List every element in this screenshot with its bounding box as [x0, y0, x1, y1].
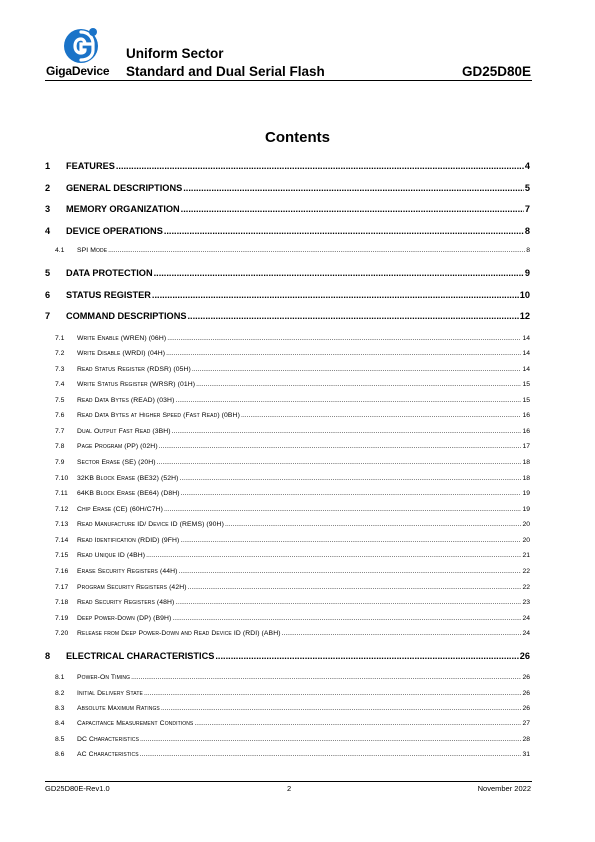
page-title: Contents	[265, 129, 330, 146]
toc-entry-number: 8	[45, 651, 51, 661]
toc-dot-leader	[140, 736, 521, 743]
toc-dot-leader	[159, 443, 522, 450]
toc-entry-number: 4	[45, 226, 51, 236]
toc-entry-page: 21	[522, 552, 530, 559]
header-divider	[45, 80, 532, 81]
toc-entry-page: 18	[522, 475, 530, 482]
toc-entry-number: 7.14	[55, 537, 69, 544]
toc-entry-title: Erase Security Registers (44H)	[77, 568, 178, 575]
toc-dot-leader	[187, 311, 518, 321]
toc-entry-number: 8.4	[55, 720, 65, 727]
toc-dot-leader	[175, 397, 521, 404]
toc-subsection-entry[interactable]	[45, 736, 530, 743]
toc-entry-title: MEMORY ORGANIZATION	[66, 204, 180, 214]
toc-entry-title: Program Security Registers (42H)	[77, 584, 187, 591]
toc-subsection-entry[interactable]	[45, 568, 530, 575]
toc-entry-page: 22	[522, 568, 530, 575]
toc-subsection-entry[interactable]	[45, 521, 530, 528]
toc-subsection-entry[interactable]	[45, 751, 530, 758]
toc-section-entry[interactable]	[45, 651, 530, 661]
toc-entry-title: STATUS REGISTER	[66, 290, 151, 300]
toc-entry-title: Power-On Timing	[77, 674, 131, 681]
toc-entry-number: 7.12	[55, 506, 69, 513]
toc-dot-leader	[225, 521, 522, 528]
toc-subsection-entry[interactable]	[45, 490, 530, 497]
toc-entry-page: 26	[522, 674, 530, 681]
toc-entry-page: 20	[522, 521, 530, 528]
toc-subsection-entry[interactable]	[45, 506, 530, 513]
toc-entry-page: 20	[522, 537, 530, 544]
toc-entry-number: 8.2	[55, 690, 65, 697]
toc-dot-leader	[215, 651, 518, 661]
toc-entry-number: 8.6	[55, 751, 65, 758]
toc-dot-leader	[196, 381, 521, 388]
toc-entry-page: 17	[522, 443, 530, 450]
toc-subsection-entry[interactable]	[45, 705, 530, 712]
toc-entry-number: 7	[45, 311, 51, 321]
toc-entry-page: 26	[519, 651, 530, 661]
toc-entry-number: 7.7	[55, 428, 65, 435]
toc-entry-title: Read Identification (RDID) (9FH)	[77, 537, 180, 544]
toc-entry-title: Initial Delivery State	[77, 690, 143, 697]
toc-entry-title: Read Unique ID (4BH)	[77, 552, 146, 559]
brand-name: GigaDevice	[46, 64, 110, 78]
toc-entry-number: 8.3	[55, 705, 65, 712]
header-title-line2: Standard and Dual Serial Flash	[126, 64, 325, 79]
toc-subsection-entry[interactable]	[45, 599, 530, 606]
toc-subsection-entry[interactable]	[45, 584, 530, 591]
toc-subsection-entry[interactable]	[45, 350, 530, 357]
toc-section-entry[interactable]	[45, 268, 530, 278]
toc-subsection-entry[interactable]	[45, 335, 530, 342]
toc-section-entry[interactable]	[45, 204, 530, 214]
toc-subsection-entry[interactable]	[45, 459, 530, 466]
toc-subsection-entry[interactable]	[45, 247, 530, 254]
toc-subsection-entry[interactable]	[45, 397, 530, 404]
toc-dot-leader	[175, 599, 521, 606]
toc-entry-title: FEATURES	[66, 161, 115, 171]
toc-dot-leader	[180, 537, 521, 544]
toc-entry-title: ELECTRICAL CHARACTERISTICS	[66, 651, 215, 661]
toc-entry-number: 1	[45, 161, 51, 171]
toc-dot-leader	[172, 615, 521, 622]
toc-section-entry[interactable]	[45, 161, 530, 171]
toc-entry-number: 7.8	[55, 443, 65, 450]
toc-subsection-entry[interactable]	[45, 443, 530, 450]
gigadevice-logo-icon	[63, 24, 101, 64]
toc-entry-title: Chip Erase (CE) (60H/C7H)	[77, 506, 164, 513]
toc-entry-title: 32KB Block Erase (BE32) (52H)	[77, 475, 179, 482]
toc-dot-leader	[192, 366, 522, 373]
toc-entry-number: 7.15	[55, 552, 69, 559]
toc-entry-page: 16	[522, 412, 530, 419]
toc-entry-title: Write Disable (WRDI) (04H)	[77, 350, 166, 357]
toc-entry-page: 27	[522, 720, 530, 727]
toc-entry-number: 7.19	[55, 615, 69, 622]
toc-entry-page: 14	[522, 350, 530, 357]
toc-entry-page: 23	[522, 599, 530, 606]
toc-entry-number: 8.1	[55, 674, 65, 681]
footer-date: November 2022	[477, 784, 531, 793]
toc-entry-title: Write Status Register (WRSR) (01H)	[77, 381, 196, 388]
toc-entry-page: 19	[522, 490, 530, 497]
toc-entry-number: 7.11	[55, 490, 68, 497]
toc-entry-page: 14	[522, 335, 530, 342]
toc-dot-leader	[131, 674, 521, 681]
toc-dot-leader	[144, 690, 522, 697]
toc-entry-title: DEVICE OPERATIONS	[66, 226, 163, 236]
toc-entry-page: 22	[522, 584, 530, 591]
toc-dot-leader	[194, 720, 521, 727]
toc-dot-leader	[178, 568, 521, 575]
toc-section-entry[interactable]	[45, 183, 530, 193]
toc-entry-title: Read Data Bytes at Higher Speed (Fast Read) (0BH)	[77, 412, 240, 419]
toc-entry-number: 7.6	[55, 412, 65, 419]
toc-dot-leader	[108, 247, 525, 254]
toc-entry-title: Dual Output Fast Read (3BH)	[77, 428, 171, 435]
footer-divider	[45, 781, 532, 782]
toc-entry-title: Read Manufacture ID/ Device ID (REMS) (90H)	[77, 521, 224, 528]
toc-entry-title: Read Security Registers (48H)	[77, 599, 175, 606]
toc-subsection-entry[interactable]	[45, 674, 530, 681]
toc-entry-title: 64KB Block Erase (BE64) (D8H)	[77, 490, 180, 497]
toc-dot-leader	[183, 183, 524, 193]
toc-dot-leader	[152, 290, 519, 300]
toc-entry-number: 7.16	[55, 568, 69, 575]
toc-entry-title: AC Characteristics	[77, 751, 139, 758]
toc-entry-page: 5	[524, 183, 530, 193]
toc-entry-number: 7.1	[55, 335, 65, 342]
toc-entry-page: 28	[522, 736, 530, 743]
toc-entry-number: 7.13	[55, 521, 69, 528]
toc-entry-page: 24	[522, 615, 530, 622]
toc-entry-number: 7.3	[55, 366, 65, 373]
toc-entry-number: 6	[45, 290, 51, 300]
toc-entry-title: SPI Mode	[77, 247, 108, 254]
toc-entry-page: 16	[522, 428, 530, 435]
toc-entry-page: 14	[522, 366, 530, 373]
toc-entry-title: Absolute Maximum Ratings	[77, 705, 160, 712]
toc-entry-title: Read Data Bytes (READ) (03H)	[77, 397, 175, 404]
toc-dot-leader	[164, 226, 524, 236]
toc-dot-leader	[157, 459, 522, 466]
toc-subsection-entry[interactable]	[45, 615, 530, 622]
toc-dot-leader	[181, 490, 522, 497]
toc-dot-leader	[161, 705, 522, 712]
toc-entry-number: 2	[45, 183, 51, 193]
toc-entry-number: 7.9	[55, 459, 65, 466]
toc-subsection-entry[interactable]	[45, 552, 530, 559]
toc-entry-page: 15	[522, 397, 530, 404]
toc-dot-leader	[167, 335, 521, 342]
header-title-line1: Uniform Sector	[126, 46, 224, 61]
toc-entry-title: GENERAL DESCRIPTIONS	[66, 183, 183, 193]
toc-entry-page: 8	[524, 226, 530, 236]
toc-entry-number: 7.2	[55, 350, 65, 357]
toc-entry-title: Page Program (PP) (02H)	[77, 443, 158, 450]
toc-entry-title: Read Status Register (RDSR) (05H)	[77, 366, 191, 373]
toc-entry-title: Release from Deep Power-Down and Read Device ID (RDI) (ABH)	[77, 630, 281, 637]
toc-entry-title: Write Enable (WREN) (06H)	[77, 335, 167, 342]
footer-page-number: 2	[287, 784, 292, 793]
toc-entry-number: 7.20	[55, 630, 69, 637]
toc-entry-title: DC Characteristics	[77, 736, 140, 743]
toc-section-entry[interactable]	[45, 226, 530, 236]
toc-entry-number: 7.4	[55, 381, 65, 388]
toc-entry-title: Sector Erase (SE) (20H)	[77, 459, 156, 466]
toc-entry-page: 10	[519, 290, 530, 300]
toc-dot-leader	[116, 161, 524, 171]
toc-entry-title: Capacitance Measurement Conditions	[77, 720, 194, 727]
toc-dot-leader	[241, 412, 522, 419]
toc-dot-leader	[188, 584, 522, 591]
toc-dot-leader	[166, 350, 521, 357]
toc-section-entry[interactable]	[45, 290, 530, 300]
toc-entry-page: 15	[522, 381, 530, 388]
toc-dot-leader	[180, 475, 522, 482]
toc-entry-title: COMMAND DESCRIPTIONS	[66, 311, 187, 321]
toc-entry-page: 12	[519, 311, 530, 321]
toc-subsection-entry[interactable]	[45, 428, 530, 435]
toc-dot-leader	[172, 428, 522, 435]
toc-entry-number: 5	[45, 268, 51, 278]
toc-entry-number: 7.10	[55, 475, 69, 482]
toc-entry-page: 8	[526, 247, 530, 254]
toc-entry-number: 4.1	[55, 247, 65, 254]
toc-dot-leader	[164, 506, 521, 513]
toc-subsection-entry[interactable]	[45, 720, 530, 727]
toc-dot-leader	[140, 751, 522, 758]
toc-entry-page: 24	[522, 630, 530, 637]
toc-entry-page: 19	[522, 506, 530, 513]
toc-subsection-entry[interactable]	[45, 630, 530, 637]
toc-subsection-entry[interactable]	[45, 381, 530, 388]
toc-entry-title: Deep Power-Down (DP) (B9H)	[77, 615, 172, 622]
toc-dot-leader	[146, 552, 521, 559]
footer-revision: GD25D80E-Rev1.0	[45, 784, 110, 793]
toc-subsection-entry[interactable]	[45, 690, 530, 697]
toc-entry-page: 31	[522, 751, 530, 758]
toc-entry-page: 4	[524, 161, 530, 171]
toc-entry-title: DATA PROTECTION	[66, 268, 153, 278]
toc-entry-number: 3	[45, 204, 51, 214]
toc-dot-leader	[282, 630, 522, 637]
toc-entry-page: 26	[522, 690, 530, 697]
toc-entry-page: 7	[524, 204, 530, 214]
toc-entry-number: 7.5	[55, 397, 65, 404]
toc-subsection-entry[interactable]	[45, 366, 530, 373]
toc-entry-number: 7.17	[55, 584, 69, 591]
toc-entry-number: 7.18	[55, 599, 69, 606]
toc-entry-number: 8.5	[55, 736, 65, 743]
toc-subsection-entry[interactable]	[45, 412, 530, 419]
toc-dot-leader	[154, 268, 524, 278]
toc-entry-page: 9	[524, 268, 530, 278]
toc-dot-leader	[181, 204, 524, 214]
toc-entry-page: 18	[522, 459, 530, 466]
toc-entry-page: 26	[522, 705, 530, 712]
toc-subsection-entry[interactable]	[45, 537, 530, 544]
toc-section-entry[interactable]	[45, 311, 530, 321]
toc-subsection-entry[interactable]	[45, 475, 530, 482]
header-part-number: GD25D80E	[461, 64, 531, 79]
